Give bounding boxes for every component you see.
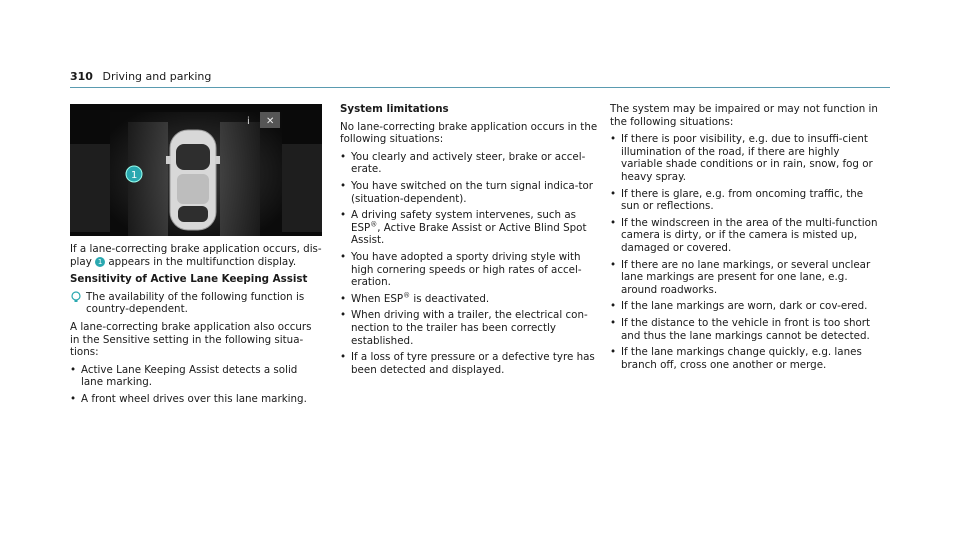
- intro-text-c: appears in the multifunction display.: [108, 255, 297, 268]
- list-item: • If there is glare, e.g. from oncoming traffic, the sun or reflections.: [610, 188, 880, 213]
- text: , Active Brake Assist or Active Blind Spot Assist.: [351, 221, 587, 247]
- list-item: • If the windscreen in the area of the multi-function camera is dirty, or if the camera is misted up, damaged or covered.: [610, 217, 880, 255]
- list-item: • If the lane markings change quickly, e.g. lanes branch off, cross one another or merge.: [610, 346, 880, 371]
- intro-text-b: play: [70, 255, 92, 268]
- intro-paragraph: The system may be impaired or may not function in the following situations:: [610, 103, 878, 128]
- section-heading: Sensitivity of Active Lane Keeping Assist: [70, 273, 308, 286]
- bullet-list: [70, 364, 322, 406]
- text: is deactivated.: [410, 292, 490, 305]
- right-lane-panel: [220, 122, 260, 236]
- column-3: [610, 103, 880, 376]
- text: When ESP: [351, 292, 404, 305]
- intro-paragraph: No lane-correcting brake application occurs in the following situations:: [340, 120, 598, 146]
- list-item: • You clearly and actively steer, brake or accel-erate.: [340, 151, 602, 176]
- list-item: • You have switched on the turn signal indica-tor (situation-dependent).: [340, 180, 602, 205]
- close-icon[interactable]: ✕: [266, 116, 275, 127]
- list-item: • Active Lane Keeping Assist detects a solid lane marking.: [70, 364, 322, 389]
- list-item: • If the lane markings are worn, dark or cov-ered.: [610, 300, 880, 313]
- note: [70, 291, 322, 316]
- list-item: • You have adopted a sporty driving style with high cornering speeds or high rates of accel-eration.: [340, 251, 602, 289]
- list-item: • A front wheel drives over this lane marking.: [70, 393, 322, 406]
- section-heading: System limitations: [340, 103, 449, 115]
- text: A driving safety system intervenes, such as ESP: [351, 209, 576, 234]
- registered-mark: ®: [370, 220, 378, 229]
- intro-text-a: If a lane-correcting brake application occurs, dis-: [70, 243, 322, 255]
- list-item: • If there is poor visibility, e.g. due to insuffi-cient illumination of the road, if there are highly variable shade conditions or in rain, snow, fog or heavy spray.: [610, 133, 880, 183]
- list-item: • When driving with a trailer, the electrical con-nection to the trailer has been correctly established.: [340, 309, 602, 347]
- header-rule: [70, 87, 890, 88]
- list-item: [340, 209, 602, 247]
- callout-badge-inline: 1: [95, 257, 105, 267]
- intro-paragraph: [70, 243, 322, 268]
- bullet-list: [610, 133, 880, 371]
- info-icon[interactable]: i: [247, 116, 250, 127]
- bullet-list: [340, 151, 602, 377]
- car-icon: [166, 130, 220, 230]
- page-header: [70, 70, 211, 83]
- cluster-display-graphic: [70, 104, 322, 236]
- list-item: • If there are no lane markings, or several unclear lane markings are present for one lane, e.g. around roadworks.: [610, 259, 880, 297]
- list-item: [340, 293, 602, 306]
- situation-paragraph: A lane-correcting brake application also occurs in the Sensitive setting in the following situa-tions:: [70, 320, 312, 359]
- page-number: 310: [70, 70, 93, 83]
- section-title: Driving and parking: [102, 70, 212, 83]
- cluster-display-image: [70, 104, 322, 236]
- column-2: [340, 103, 602, 381]
- registered-mark: ®: [403, 291, 411, 300]
- info-note-icon: [70, 291, 82, 307]
- note-text: The availability of the following function is country-dependent.: [86, 290, 305, 316]
- callout-number: 1: [131, 170, 138, 181]
- list-item: • If a loss of tyre pressure or a defective tyre has been detected and displayed.: [340, 351, 602, 376]
- list-item: • If the distance to the vehicle in front is too short and thus the lane markings cannot be detected.: [610, 317, 880, 342]
- column-1: [70, 243, 322, 411]
